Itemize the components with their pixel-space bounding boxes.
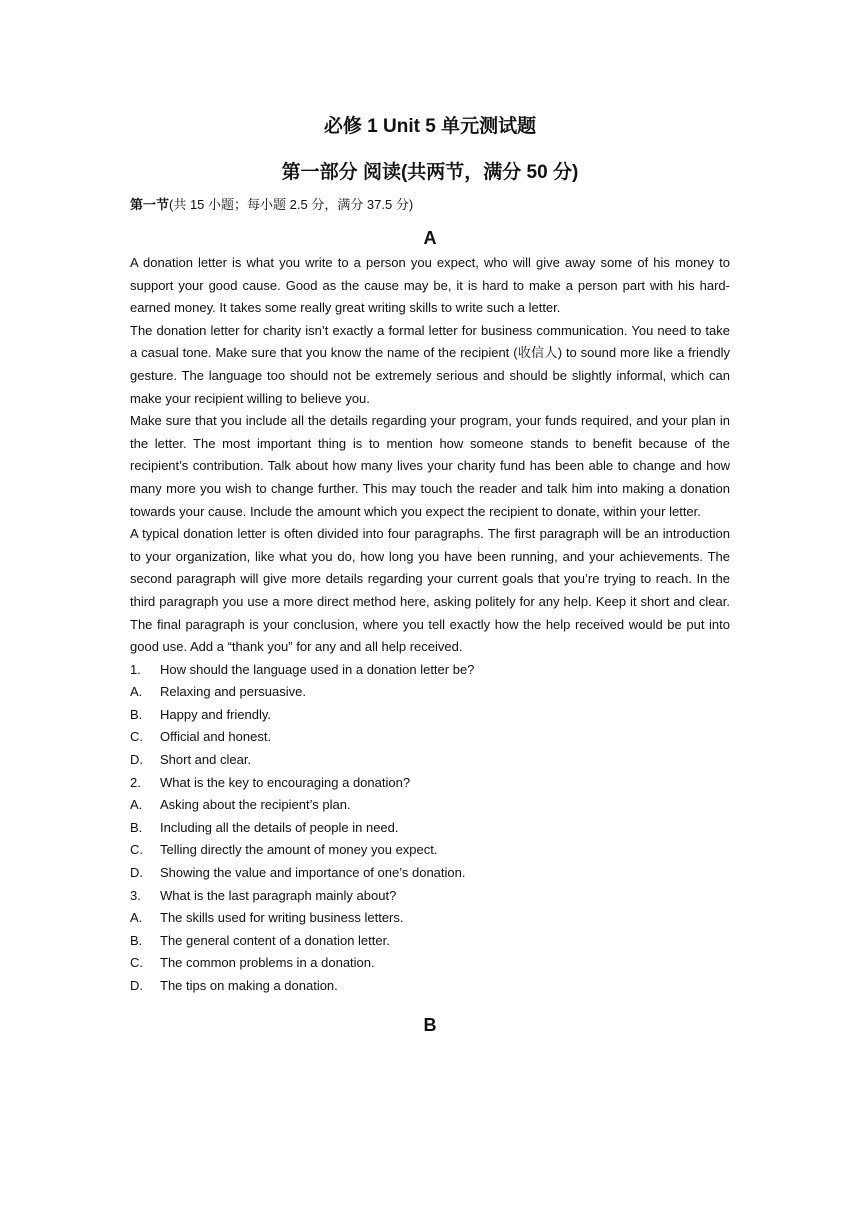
passage-paragraph: Make sure that you include all the details regarding your program, your funds required, and your plan in the letter. The most important thing is to mention how someone stands to benefit because of the recipient’s contribution. Talk about how many lives your charity fund has been able to change and how many more you wish to change further. This may touch the reader and talk him into making a donation towards your cause. Include the amount which you expect the recipient to donate, within your letter. bbox=[130, 413, 730, 519]
option-text: The skills used for writing business letters. bbox=[160, 910, 404, 926]
answer-option bbox=[130, 839, 730, 862]
option-text: The general content of a donation letter. bbox=[160, 932, 390, 948]
option-text: Asking about the recipient’s plan. bbox=[160, 797, 351, 813]
question-number: 2. bbox=[130, 774, 141, 790]
answer-option bbox=[130, 794, 730, 817]
question-number: 1. bbox=[130, 661, 141, 677]
part-heading: 第一部分 阅读(共两节，满分 50 分) bbox=[281, 162, 579, 183]
option-text: Relaxing and persuasive. bbox=[160, 684, 306, 700]
document-title: 必修 1 Unit 5 单元测试题 bbox=[323, 116, 537, 137]
question-1 bbox=[130, 659, 730, 772]
answer-option bbox=[130, 907, 730, 930]
passage-b-heading: B bbox=[423, 1014, 437, 1035]
option-text: Official and honest. bbox=[160, 729, 272, 745]
passage-paragraph: The donation letter for charity isn’t exactly a formal letter for business communication. You need to take a casual tone. Make sure that you know the name of the recipient (收信人) to sound more like a friendly gesture. The language too should not be extremely serious and should be slightly informal, which can make your recipient willing to believe you. bbox=[130, 322, 730, 406]
option-text: Happy and friendly. bbox=[160, 706, 272, 722]
question-text: What is the key to encouraging a donation? bbox=[160, 774, 411, 790]
passage-paragraph: A typical donation letter is often divided into four paragraphs. The first paragraph will be an introduction to your organization, like what you do, how long you have been running, and your achievements. The second paragraph will give more details regarding your current goals that you’re trying to reach. In the third paragraph you use a more direct method here, asking politely for any help. Keep it short and clear. The final paragraph is your conclusion, where you tell exactly how the help received would be put into good use. Add a “thank you” for any and all help received. bbox=[130, 526, 730, 655]
answer-option bbox=[130, 749, 730, 772]
question-stem bbox=[130, 659, 730, 682]
option-text: The tips on making a donation. bbox=[160, 978, 338, 993]
option-label: A. bbox=[130, 684, 143, 700]
answer-option bbox=[130, 862, 730, 885]
question-stem bbox=[130, 885, 730, 908]
option-text: The common problems in a donation. bbox=[160, 955, 375, 971]
option-label: B. bbox=[130, 819, 143, 835]
section-instructions bbox=[130, 194, 730, 216]
document-body bbox=[130, 112, 730, 1039]
option-text: Including all the details of people in need. bbox=[160, 819, 399, 835]
passage-paragraph: A donation letter is what you write to a person you expect, who will give away some of his money to support your good cause. Good as the cause may be, it is hard to make a person part with his hard-earned money. It takes some really great writing skills to write such a letter. bbox=[130, 255, 730, 316]
answer-option bbox=[130, 952, 730, 975]
question-text: How should the language used in a donation letter be? bbox=[160, 661, 475, 677]
question-2 bbox=[130, 772, 730, 885]
option-text: Showing the value and importance of one’s donation. bbox=[160, 865, 466, 881]
answer-option bbox=[130, 817, 730, 840]
answer-option bbox=[130, 704, 730, 727]
question-stem bbox=[130, 772, 730, 795]
option-label: D. bbox=[130, 865, 143, 881]
option-label: D. bbox=[130, 752, 143, 768]
answer-option bbox=[130, 681, 730, 704]
answer-option bbox=[130, 975, 730, 998]
passage-a-heading: A bbox=[423, 228, 437, 248]
question-3 bbox=[130, 885, 730, 998]
option-text: Telling directly the amount of money you expect. bbox=[160, 842, 438, 858]
option-label: A. bbox=[130, 910, 143, 926]
option-label: C. bbox=[130, 729, 143, 745]
option-label: C. bbox=[130, 842, 143, 858]
question-number: 3. bbox=[130, 887, 141, 903]
answer-option bbox=[130, 726, 730, 749]
option-label: C. bbox=[130, 955, 143, 971]
section-detail: (共 15 小题；每小题 2.5 分，满分 37.5 分) bbox=[169, 197, 414, 212]
option-label: B. bbox=[130, 932, 143, 948]
option-text: Short and clear. bbox=[160, 752, 252, 768]
option-label: A. bbox=[130, 797, 143, 813]
answer-option bbox=[130, 930, 730, 953]
question-text: What is the last paragraph mainly about? bbox=[160, 887, 397, 903]
option-label: B. bbox=[130, 706, 143, 722]
option-label: D. bbox=[130, 978, 143, 993]
section-label: 第一节 bbox=[130, 197, 170, 212]
